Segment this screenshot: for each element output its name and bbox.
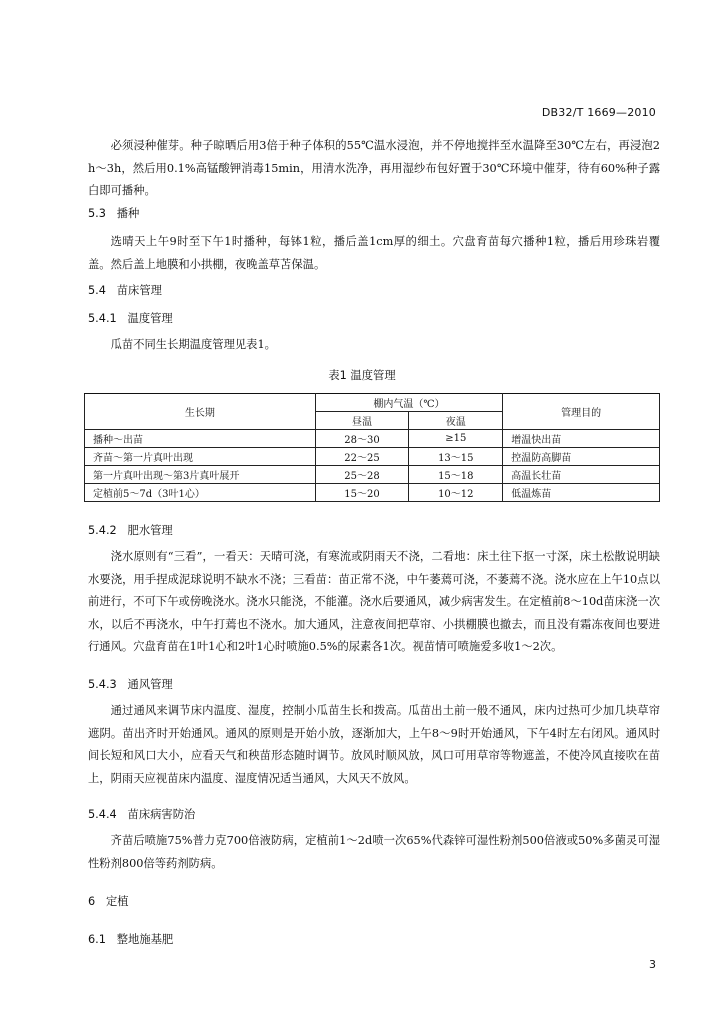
table-header-temp: 棚内气温（℃） — [315, 394, 503, 412]
cell-stage: 定植前5～7d（3叶1心） — [85, 484, 316, 502]
paragraph-5-3: 选晴天上午9时至下午1时播种，每钵1粒，播后盖1cm厚的细土。穴盘育苗每穴播种1粒，播后用珍珠岩覆盖。然后盖上地膜和小拱棚，夜晚盖草苫保温。 — [88, 235, 660, 271]
table-row — [85, 484, 660, 502]
cell-purpose: 低温炼苗 — [503, 484, 660, 502]
paragraph-5-4-3: 通过通风来调节床内温度、湿度，控制小瓜苗生长和拨高。瓜苗出土前一般不通风，床内过热可少加几块草帘遮阴。苗出齐时开始通风。通风的原则是开始小放，逐渐加大，上午8～9时开始通风，下午4时左右闭风。通风时间长短和风口大小，应看天气和秧苗形态随时调节。放风时顺风放，风口可用草帘等物遮盖，不使冷风直接吹在苗上，阴雨天应视苗床内温度、湿度情况适当通风，大风天不放风。 — [88, 704, 660, 785]
heading-5-4-3: 5.4.3 通风管理 — [88, 678, 173, 691]
cell-day: 25～28 — [315, 466, 409, 484]
table-header-day: 昼温 — [315, 412, 409, 430]
cell-purpose: 控温防高脚苗 — [503, 448, 660, 466]
cell-stage: 齐苗～第一片真叶出现 — [85, 448, 316, 466]
table-header-purpose: 管理目的 — [503, 394, 660, 430]
heading-5-3: 5.3 播种 — [88, 207, 140, 220]
paragraph-intro: 必须浸种催芽。种子晾晒后用3倍于种子体积的55℃温水浸泡，并不停地搅拌至水温降至30℃左右，再浸泡2 h～3h，然后用0.1%高锰酸钾消毒15min，用清水洗净，再用湿纱布包好置于30℃环境中催芽，待有60%种子露白即可播种。 — [88, 139, 660, 197]
cell-night: ≥15 — [409, 430, 503, 448]
heading-5-4-1: 5.4.1 温度管理 — [88, 312, 173, 325]
cell-purpose: 高温长壮苗 — [503, 466, 660, 484]
cell-purpose: 增温快出苗 — [503, 430, 660, 448]
cell-night: 10～12 — [409, 484, 503, 502]
cell-night: 13～15 — [409, 448, 503, 466]
table-row — [85, 466, 660, 484]
cell-night: 15～18 — [409, 466, 503, 484]
cell-stage: 第一片真叶出现～第3片真叶展开 — [85, 466, 316, 484]
table-header-stage: 生长期 — [85, 394, 316, 430]
standard-code: DB32/T 1669—2010 — [541, 106, 656, 119]
table-row — [85, 448, 660, 466]
cell-day: 22～25 — [315, 448, 409, 466]
table-caption: 表1 温度管理 — [328, 369, 396, 382]
paragraph-5-4-2: 浇水原则有“三看”，一看天：天晴可浇，有寒流或阴雨天不浇，二看地：床土往下抠一寸深，床土松散说明缺水要浇，用手捏成泥球说明不缺水不浇；三看苗：苗正常不浇，中午萎蔫可浇，不萎蔫不浇。浇水应在上午10点以前进行，不可下午或傍晚浇水。浇水只能浇，不能灌。浇水后要通风，减少病害发生。在定植前8～10d苗床浇一次水，以后不再浇水，中午打蔫也不浇水。加大通风，注意夜间把草帘、小拱棚膜也撤去，而且没有霜冻夜间也要进行通风。穴盘育苗在1叶1心和2叶1心时喷施0.5%的尿素各1次。视苗情可喷施爱多收1～2次。 — [88, 550, 660, 653]
heading-5-4-2: 5.4.2 肥水管理 — [88, 524, 173, 537]
heading-5-4: 5.4 苗床管理 — [88, 284, 162, 297]
heading-5-4-4: 5.4.4 苗床病害防治 — [88, 808, 196, 821]
paragraph-5-4-4: 齐苗后喷施75%普力克700倍液防病，定植前1～2d喷一次65%代森锌可湿性粉剂500倍液或50%多菌灵可湿性粉剂800倍等药剂防病。 — [88, 834, 660, 870]
cell-day: 28～30 — [315, 430, 409, 448]
page-number: 3 — [649, 958, 656, 971]
table-header-night: 夜温 — [409, 412, 503, 430]
table-row — [85, 430, 660, 448]
heading-6-1: 6.1 整地施基肥 — [88, 933, 174, 946]
temperature-table — [84, 393, 660, 502]
heading-6: 6 定植 — [88, 895, 129, 908]
cell-stage: 播种～出苗 — [85, 430, 316, 448]
cell-day: 15～20 — [315, 484, 409, 502]
paragraph-5-4-1: 瓜苗不同生长期温度管理见表1。 — [110, 338, 276, 351]
